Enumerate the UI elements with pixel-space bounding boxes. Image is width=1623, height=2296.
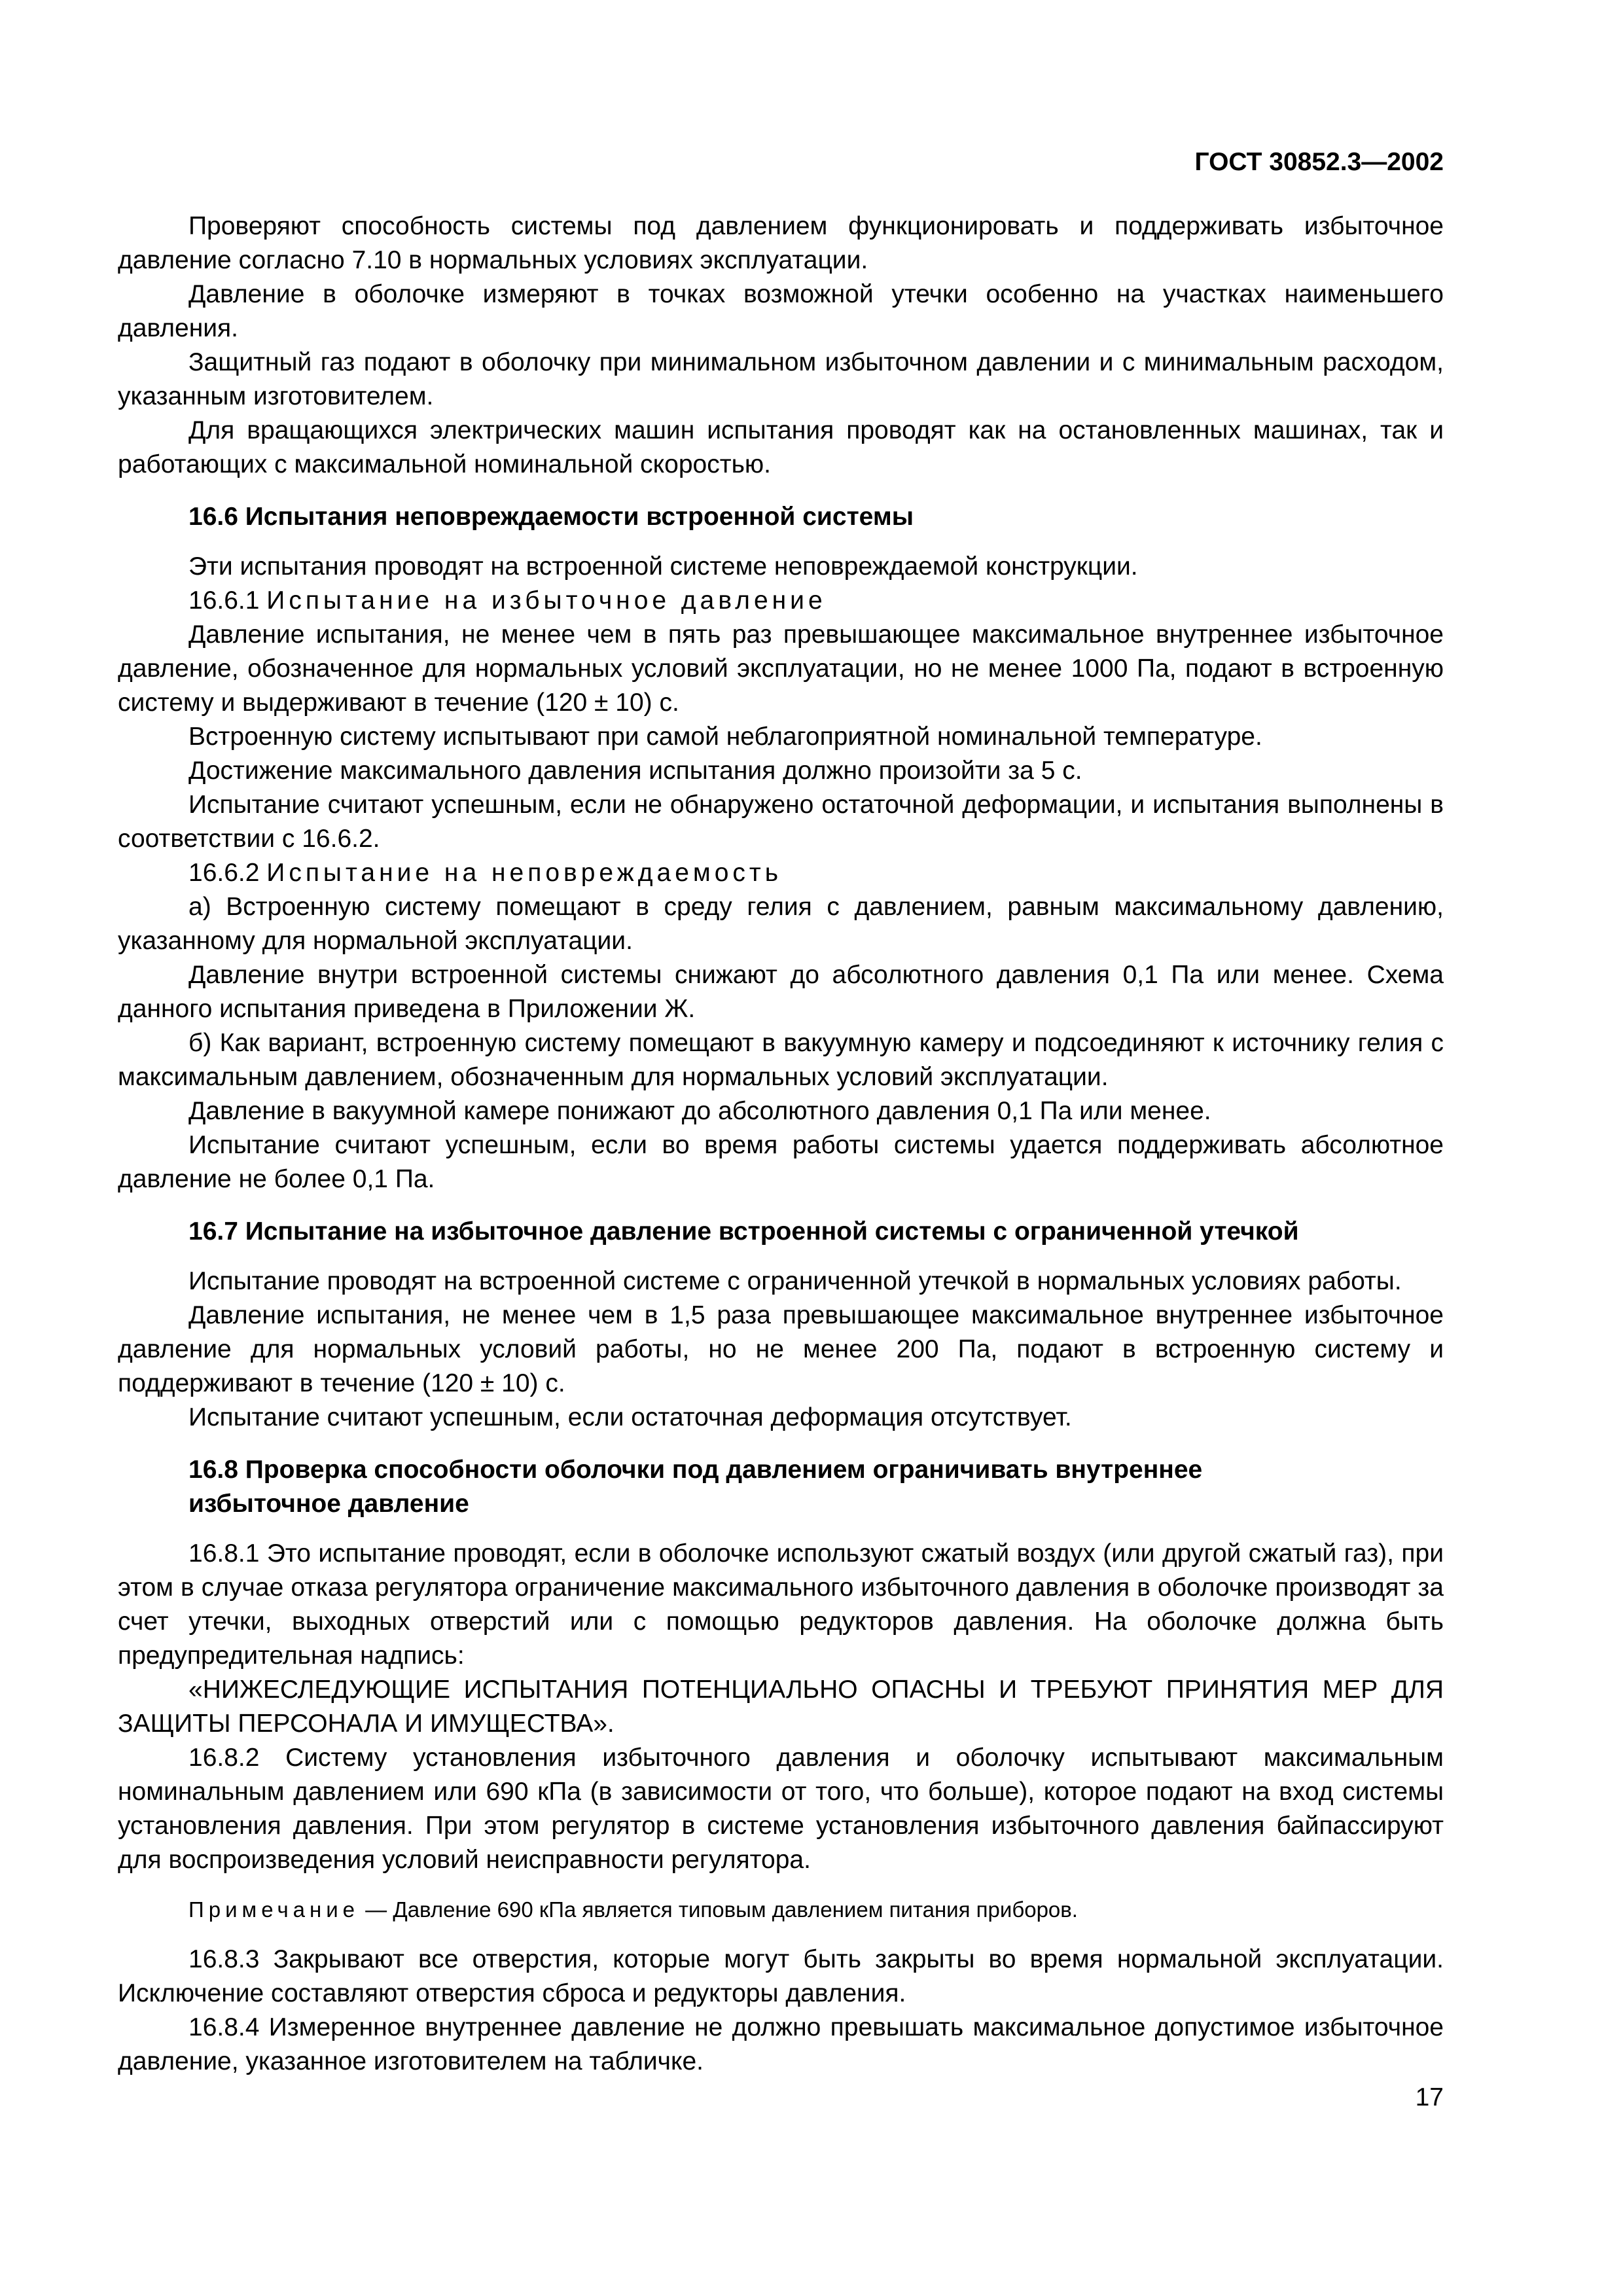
- document-code-header: ГОСТ 30852.3—2002: [1194, 148, 1444, 176]
- paragraph: Давление в оболочке измеряют в точках возможной утечки особенно на участках наименьшего давления.: [118, 280, 1444, 342]
- paragraph: Встроенную систему испытывают при самой неблагоприятной номинальной температуре.: [188, 723, 1262, 751]
- paragraph: 16.8.2 Систему установления избыточного давления и оболочку испытывают максимальным номинальным давлением или 690 кПа (в зависимости от того, что больше), которое подают на вход системы установления давления. При этом регулятор в системе установления избыточного давления байпассируют для воспроизведения условий неисправности регулятора.: [118, 1744, 1444, 1874]
- paragraph: 16.8.1 Это испытание проводят, если в оболочке используют сжатый воздух (или другой сжатый газ), при этом в случае отказа регулятора ограничение максимального избыточного давления в оболочке производят за счет утечки, выходных отверстий или с помощью редукторов давления. На оболочке должна быть предупредительная надпись:: [118, 1539, 1444, 1670]
- paragraph: 16.8.4 Измеренное внутреннее давление не должно превышать максимальное допустимое избыточное давление, указанное изготовителем на табличке.: [118, 2013, 1444, 2075]
- page-number: 17: [1415, 2083, 1444, 2111]
- paragraph: Эти испытания проводят на встроенной системе неповреждаемой конструкции.: [188, 552, 1138, 581]
- note: [118, 1894, 1444, 1926]
- paragraph: Давление в вакуумной камере понижают до абсолютного давления 0,1 Па или менее.: [188, 1097, 1211, 1125]
- paragraph: Проверяют способность системы под давлением функционировать и поддерживать избыточное давление согласно 7.10 в нормальных условиях эксплуатации.: [118, 212, 1444, 274]
- subsection-number: 16.6.2: [188, 859, 260, 887]
- section-heading-16-7: 16.7 Испытание на избыточное давление встроенной системы с ограниченной утечкой: [188, 1217, 1299, 1246]
- subsection-title: Испытание на избыточное давление: [266, 586, 827, 615]
- subsection-number: 16.6.1: [188, 586, 260, 615]
- paragraph: Испытание считают успешным, если остаточная деформация отсутствует.: [188, 1403, 1072, 1431]
- paragraph: Испытание проводят на встроенной системе с ограниченной утечкой в нормальных условиях работы.: [188, 1267, 1402, 1295]
- heading-line: 16.8 Проверка способности оболочки под давлением ограничивать внутреннее: [188, 1456, 1203, 1484]
- subsection-heading-16-6-2: [118, 856, 1444, 890]
- page-body: [118, 209, 1444, 2079]
- subsection-title: Испытание на неповреждаемость: [266, 859, 783, 887]
- subsection-heading-16-6-1: [118, 584, 1444, 618]
- paragraph: Достижение максимального давления испытания должно произойти за 5 с.: [188, 757, 1082, 785]
- document-page: [118, 0, 1444, 2296]
- paragraph: Испытание считают успешным, если во время работы системы удается поддерживать абсолютное давление не более 0,1 Па.: [118, 1131, 1444, 1193]
- paragraph: б) Как вариант, встроенную систему помещают в вакуумную камеру и подсоединяют к источнику гелия с максимальным давлением, обозначенным для нормальных условий эксплуатации.: [118, 1029, 1444, 1091]
- paragraph: Давление внутри встроенной системы снижают до абсолютного давления 0,1 Па или менее. Схема данного испытания приведена в Приложении Ж.: [118, 961, 1444, 1023]
- warning-inscription: «НИЖЕСЛЕДУЮЩИЕ ИСПЫТАНИЯ ПОТЕНЦИАЛЬНО ОПАСНЫ И ТРЕБУЮТ ПРИНЯТИЯ МЕР ДЛЯ ЗАЩИТЫ ПЕРСОНАЛА И ИМУЩЕСТВА».: [118, 1676, 1444, 1738]
- paragraph: а) Встроенную систему помещают в среду гелия с давлением, равным максимальному давлению, указанному для нормальной эксплуатации.: [118, 893, 1444, 955]
- paragraph: Для вращающихся электрических машин испытания проводят как на остановленных машинах, так и работающих с максимальной номинальной скоростью.: [118, 416, 1444, 478]
- paragraph: 16.8.3 Закрывают все отверстия, которые могут быть закрыты во время нормальной эксплуатации. Исключение составляют отверстия сброса и редукторы давления.: [118, 1945, 1444, 2007]
- section-heading-16-8: [118, 1453, 1444, 1521]
- heading-line: избыточное давление: [188, 1490, 469, 1518]
- paragraph: Давление испытания, не менее чем в пять раз превышающее максимальное внутреннее избыточное давление, обозначенное для нормальных условий эксплуатации, но не менее 1000 Па, подают в встроенную систему и выдерживают в течение (120 ± 10) с.: [118, 620, 1444, 717]
- paragraph: Защитный газ подают в оболочку при минимальном избыточном давлении и с минимальным расходом, указанным изготовителем.: [118, 348, 1444, 410]
- paragraph: Давление испытания, не менее чем в 1,5 раза превышающее максимальное внутреннее избыточное давление для нормальных условий работы, но не менее 200 Па, подают в встроенную систему и поддерживают в течение (120 ± 10) с.: [118, 1301, 1444, 1397]
- note-label: Примечание: [188, 1897, 360, 1922]
- paragraph: Испытание считают успешным, если не обнаружено остаточной деформации, и испытания выполнены в соответствии с 16.6.2.: [118, 791, 1444, 853]
- section-heading-16-6: 16.6 Испытания неповреждаемости встроенной системы: [188, 503, 914, 531]
- note-text: — Давление 690 кПа является типовым давлением питания приборов.: [359, 1897, 1078, 1922]
